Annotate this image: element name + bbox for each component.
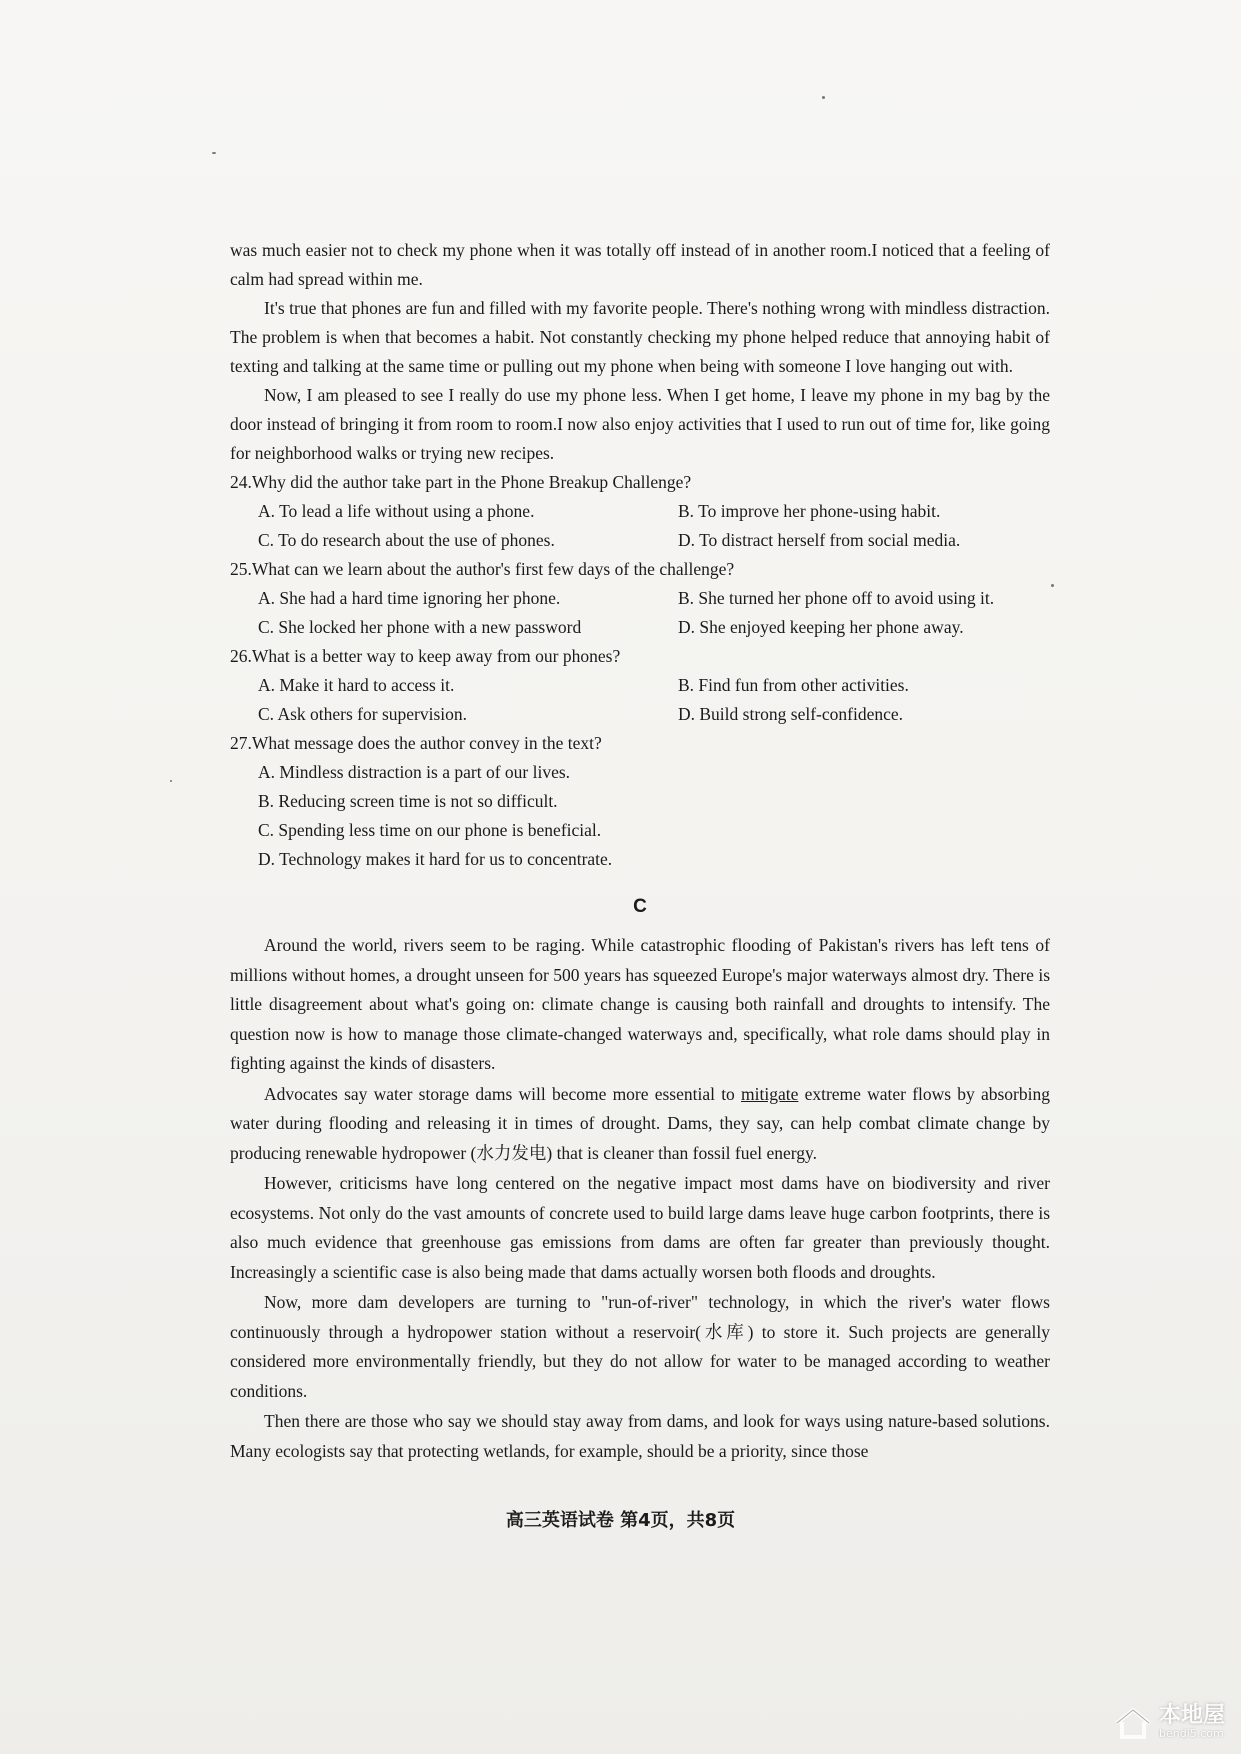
option-b: B. She turned her phone off to avoid using it. [678,588,995,608]
scan-speck [170,780,172,782]
option-d: D. Technology makes it hard for us to concentrate. [258,849,613,869]
question-26 [230,642,1050,729]
passage-c-paragraph: Then there are those who say we should stay away from dams, and look for ways using nature-based solutions. Many ecologists say that protecting wetlands, for example, should be a priority, since those [230,1411,1050,1461]
option-c: C. Ask others for supervision. [258,704,468,724]
section-title: C [633,896,647,917]
question-stem: 24.Why did the author take part in the Phone Breakup Challenge? [230,472,692,492]
option-d: D. To distract herself from social media. [678,530,961,550]
option-d: D. Build strong self-confidence. [678,704,904,724]
option-a: A. She had a hard time ignoring her phone. [258,588,561,608]
question-24 [230,468,1050,555]
option-a: A. To lead a life without using a phone. [258,501,535,521]
scan-speck [212,152,216,154]
option-a: A. Make it hard to access it. [258,675,455,695]
house-icon [1113,1706,1153,1740]
passage-b-paragraph: It's true that phones are fun and filled with my favorite people. There's nothing wrong with mindless distraction. The problem is when that becomes a habit. Not constantly checking my phone helped reduce that annoying habit of texting and talking at the same time or pulling out my phone when being with someone I love hanging out with. [230,298,1050,376]
watermark-text: 本地屋 [1158,1703,1225,1728]
passage-b-paragraph: Now, I am pleased to see I really do use my phone less. When I get home, I leave my phone in my bag by the door instead of bringing it from room to room.I now also enjoy activities that I used to run out of time for, like going for neighborhood walks or trying new recipes. [230,385,1050,463]
question-stem: 27.What message does the author convey in the text? [230,733,602,753]
question-27 [230,729,1050,874]
passage-c [230,931,1050,1466]
option-c: C. To do research about the use of phones. [258,530,555,550]
question-25 [230,555,1050,642]
scan-speck [822,96,825,99]
options [230,584,1050,642]
passage-b-paragraph: was much easier not to check my phone when it was totally off instead of in another room.I noticed that a feeling of calm had spread within me. [230,240,1050,289]
options [230,671,1050,729]
underlined-word: mitigate [741,1083,799,1104]
passage-c-paragraph: Around the world, rivers seem to be raging. While catastrophic flooding of Pakistan's rivers has left tens of millions without homes, a drought unseen for 500 years has squeezed Europe's major waterways almost dry. There is little disagreement about what's going on: climate change is causing both rainfall and droughts to intensify. The question now is how to manage those climate-changed waterways and, specifically, what role dams should play in fighting against the kinds of disasters. [230,935,1050,1073]
option-b: B. Find fun from other activities. [678,675,909,695]
watermark [1113,1705,1225,1740]
option-c: C. Spending less time on our phone is beneficial. [258,820,602,840]
options [230,497,1050,555]
passage-c-paragraph: Now, more dam developers are turning to "run-of-river" technology, in which the river's water flows continuously through a hydropower station without a reservoir(水库) to store it. Such projects are generally considered more environmentally friendly, but they do not allow for water to be managed according to weather conditions. [230,1292,1050,1401]
watermark-url: bendi5.com [1158,1727,1224,1740]
page-content [230,236,1050,1467]
page-footer: 高三英语试卷 第4页，共8页 [505,1510,736,1531]
option-c: C. She locked her phone with a new password [258,617,582,637]
option-b: B. Reducing screen time is not so difficult. [258,791,558,811]
question-stem: 26.What is a better way to keep away from our phones? [230,646,621,666]
option-b: B. To improve her phone-using habit. [678,501,941,521]
passage-c-paragraph [230,1080,1050,1169]
passage-c-paragraph: However, criticisms have long centered on the negative impact most dams have on biodiversity and river ecosystems. Not only do the vast amounts of concrete used to build large dams leave huge carbon footprints, there is also much evidence that greenhouse gas emissions from dams are often far greater than previously thought. Increasingly a scientific case is also being made that dams actually worsen both floods and droughts. [230,1173,1050,1282]
text-run: extreme water flows by absorbing water during flooding and releasing it in times of drought. Dams, they say, can help combat climate change by producing renewable hydropower (水力发电) that is cleaner than fossil fuel energy. [230,1083,1051,1163]
option-a: A. Mindless distraction is a part of our lives. [258,762,571,782]
option-d: D. She enjoyed keeping her phone away. [678,617,964,637]
question-stem: 25.What can we learn about the author's first few days of the challenge? [230,559,735,579]
text-run: Advocates say water storage dams will become more essential to [264,1083,742,1104]
